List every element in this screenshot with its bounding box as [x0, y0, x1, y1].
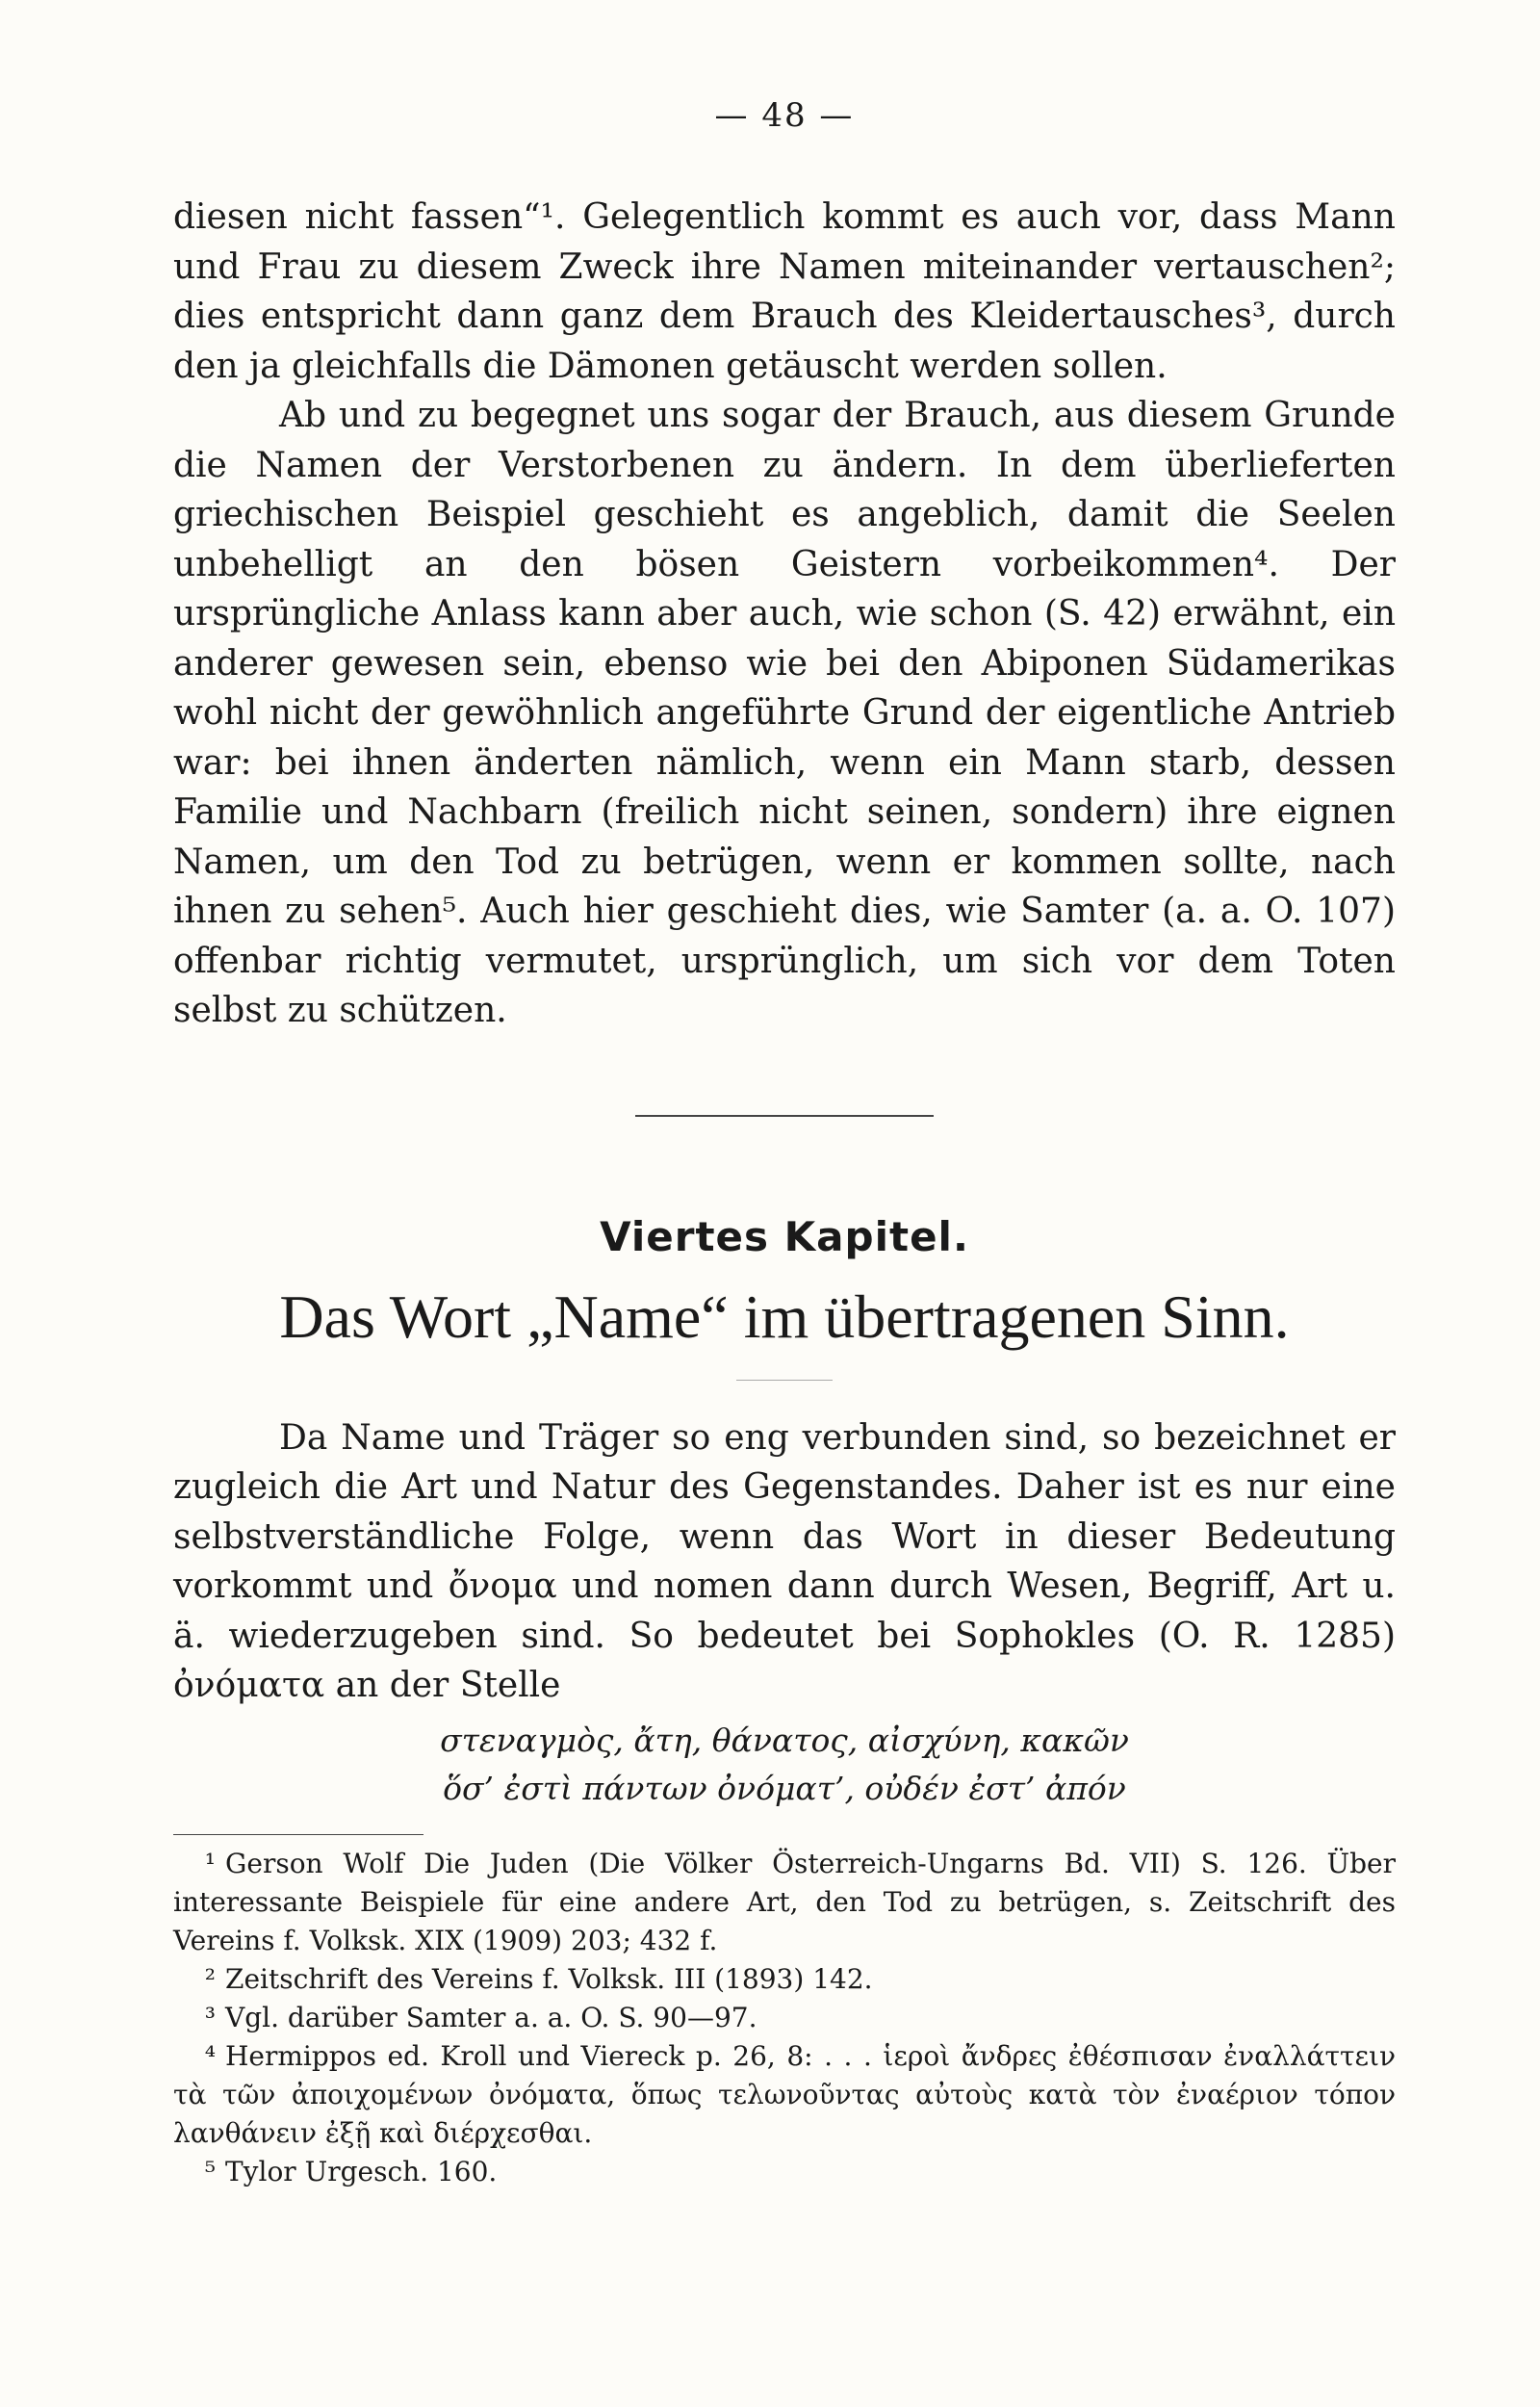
footnote: ⁴ Hermippos ed. Kroll und Viereck p. 26, 8: . . . ἱεροὶ ἄνδρες ἐθέσπισαν ἐναλλάττειν τὰ τῶν ἀποιχομένων ὀνόματα, ὅπως τελωνοῦντας αὐτοὺς κατὰ τὸν ἐναέριον τόπον λανθάνειν ἐξῇ καὶ διέρχεσθαι.	[173, 2039, 1396, 2149]
footnote: ³ Vgl. darüber Samter a. a. O. S. 90—97.	[204, 2001, 757, 2033]
greek-quote-line-2: ὅσ’ ἐστὶ πάντων ὀνόματ’, οὐδέν ἐστ’ ἀπόν	[443, 1769, 1126, 1807]
chapter-title: Das Wort „Name“ im übertragenen Sinn.	[279, 1281, 1290, 1351]
book-page	[173, 96, 1396, 2191]
chapter-label: Viertes Kapitel.	[600, 1212, 969, 1260]
paragraph-1: diesen nicht fassen“¹. Gelegentlich kommt es auch vor, dass Mann und Frau zu diesem Zweck ihre Namen miteinander vertauschen²; dies entspricht dann ganz dem Brauch des Kleidertausches³, durch den ja gleichfalls die Dämonen getäuscht werden sollen.	[173, 197, 1396, 386]
title-divider	[736, 1380, 833, 1381]
greek-quote-line-1: στεναγμὸς, ἄτη, θάνατος, αἰσχύνη, κακῶν	[440, 1721, 1129, 1759]
chapter-paragraph: Da Name und Träger so eng verbunden sind, so bezeichnet er zugleich die Art und Natur des Gegenstandes. Daher ist es nur eine selbstverständliche Folge, wenn das Wort in dieser Bedeutung vorkommt und ὄνομα und nomen dann durch Wesen, Begriff, Art u. ä. wiederzugeben sind. So bedeutet bei Sophokles (O. R. 1285) ὀνόματα an der Stelle	[173, 1417, 1396, 1705]
paragraph-2: Ab und zu begegnet uns sogar der Brauch, aus diesem Grunde die Namen der Verstorbenen zu ändern. In dem überlieferten griechischen Beispiel geschieht es angeblich, damit die Seelen unbehelligt an den bösen Geistern vorbeikommen⁴. Der ursprüngliche Anlass kann aber auch, wie schon (S. 42) erwähnt, ein anderer gewesen sein, ebenso wie bei den Abiponen Südamerikas wohl nicht der gewöhnlich angeführte Grund der eigentliche Antrieb war: bei ihnen änderten nämlich, wenn ein Mann starb, dessen Familie und Nachbarn (freilich nicht seinen, sondern) ihre eignen Namen, um den Tod zu betrügen, wenn er kommen sollte, nach ihnen zu sehen⁵. Auch hier geschieht dies, wie Samter (a. a. O. 107) offenbar richtig vermutet, ursprünglich, um sich vor dem Toten selbst zu schützen.	[173, 396, 1396, 1030]
footnote: ⁵ Tylor Urgesch. 160.	[204, 2155, 498, 2187]
page-number: — 48 —	[714, 96, 855, 135]
footnote: ¹ Gerson Wolf Die Juden (Die Völker Österreich-Ungarns Bd. VII) S. 126. Über interessante Beispiele für eine andere Art, den Tod zu betrügen, s. Zeitschrift des Vereins f. Volksk. XIX (1909) 203; 432 f.	[173, 1847, 1396, 1956]
footnotes	[173, 1845, 1396, 2191]
footnote-divider	[173, 1834, 424, 1835]
section-divider	[635, 1115, 934, 1117]
footnote: ² Zeitschrift des Vereins f. Volksk. III (1893) 142.	[204, 1962, 873, 1995]
